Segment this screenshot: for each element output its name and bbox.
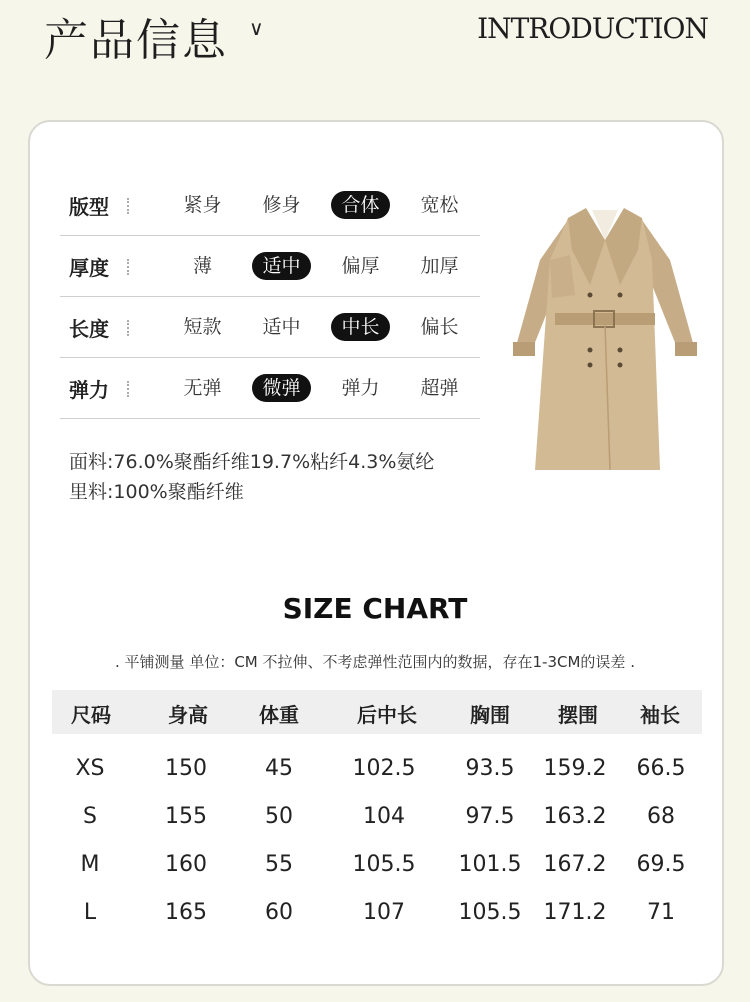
attribute-label: 厚度 — [69, 255, 109, 280]
option-selected: 中长 — [321, 313, 400, 341]
table-cell: 105.5 — [352, 852, 416, 877]
column-header: 后中长 — [357, 703, 417, 727]
option: 无弹 — [183, 377, 222, 399]
separator — [127, 381, 131, 397]
fabric-outer: 面料:76.0%聚酯纤维19.7%粘纤4.3%氨纶 — [69, 451, 435, 473]
fabric-lining: 里料:100%聚酯纤维 — [69, 481, 244, 503]
separator — [127, 259, 131, 275]
column-header: 摆围 — [558, 703, 598, 727]
measurement-note: . 平铺测量 单位：CM 不拉伸、不考虑弹性范围内的数据，存在1-3CM的误差 . — [115, 653, 635, 671]
table-cell: 155 — [165, 804, 207, 829]
table-cell: M — [80, 852, 100, 877]
attribute-row — [60, 236, 480, 297]
table-cell: 165 — [165, 900, 207, 925]
option: 紧身 — [183, 194, 222, 216]
table-cell: 102.5 — [352, 756, 416, 781]
attribute-row — [60, 297, 480, 358]
table-cell: XS — [75, 756, 105, 781]
option-selected: 合体 — [321, 191, 400, 219]
table-cell: 68 — [647, 804, 675, 829]
table-cell: 97.5 — [465, 804, 515, 829]
section-title-en: INTRODUCTION — [477, 12, 708, 45]
chevron-down-icon[interactable]: ∨ — [249, 16, 264, 40]
attribute-label: 版型 — [69, 194, 109, 219]
table-cell: 45 — [265, 756, 293, 781]
option-selected: 微弹 — [242, 374, 321, 402]
option: 宽松 — [420, 194, 459, 216]
column-header: 体重 — [259, 703, 299, 727]
table-cell: 171.2 — [543, 900, 607, 925]
attribute-label: 长度 — [69, 316, 109, 341]
table-cell: 60 — [265, 900, 293, 925]
fabric-info — [69, 447, 434, 507]
column-header: 胸围 — [470, 703, 510, 727]
option: 薄 — [192, 255, 212, 277]
separator — [127, 198, 131, 214]
size-chart-title: SIZE CHART — [282, 592, 468, 625]
page-title: 产品信息 — [44, 15, 228, 66]
attribute-row — [60, 175, 480, 236]
table-cell: 159.2 — [543, 756, 607, 781]
trench-coat-image — [510, 200, 700, 480]
table-cell: L — [83, 900, 97, 925]
table-cell: 167.2 — [543, 852, 607, 877]
attribute-row — [60, 358, 480, 419]
table-cell: 105.5 — [458, 900, 522, 925]
table-cell: 104 — [363, 804, 405, 829]
table-cell: 71 — [647, 900, 675, 925]
option: 修身 — [262, 194, 301, 216]
option: 偏厚 — [341, 255, 380, 277]
option: 适中 — [262, 316, 301, 338]
column-header: 身高 — [168, 703, 208, 727]
table-cell: 101.5 — [458, 852, 522, 877]
option: 加厚 — [420, 255, 459, 277]
option: 弹力 — [341, 377, 380, 399]
table-cell: 69.5 — [636, 852, 686, 877]
table-cell: 107 — [363, 900, 405, 925]
table-cell: 66.5 — [636, 756, 686, 781]
option: 超弹 — [420, 377, 459, 399]
attribute-label: 弹力 — [69, 377, 109, 402]
option: 短款 — [183, 316, 222, 338]
table-cell: 50 — [265, 804, 293, 829]
table-cell: 150 — [165, 756, 207, 781]
table-cell: 55 — [265, 852, 293, 877]
option-selected: 适中 — [242, 252, 321, 280]
table-cell: 160 — [165, 852, 207, 877]
attribute-table — [60, 175, 480, 419]
column-header: 袖长 — [640, 703, 680, 727]
option: 偏长 — [420, 316, 459, 338]
separator — [127, 320, 131, 336]
table-cell: S — [83, 804, 97, 829]
table-cell: 163.2 — [543, 804, 607, 829]
table-cell: 93.5 — [465, 756, 515, 781]
column-header: 尺码 — [71, 703, 111, 727]
